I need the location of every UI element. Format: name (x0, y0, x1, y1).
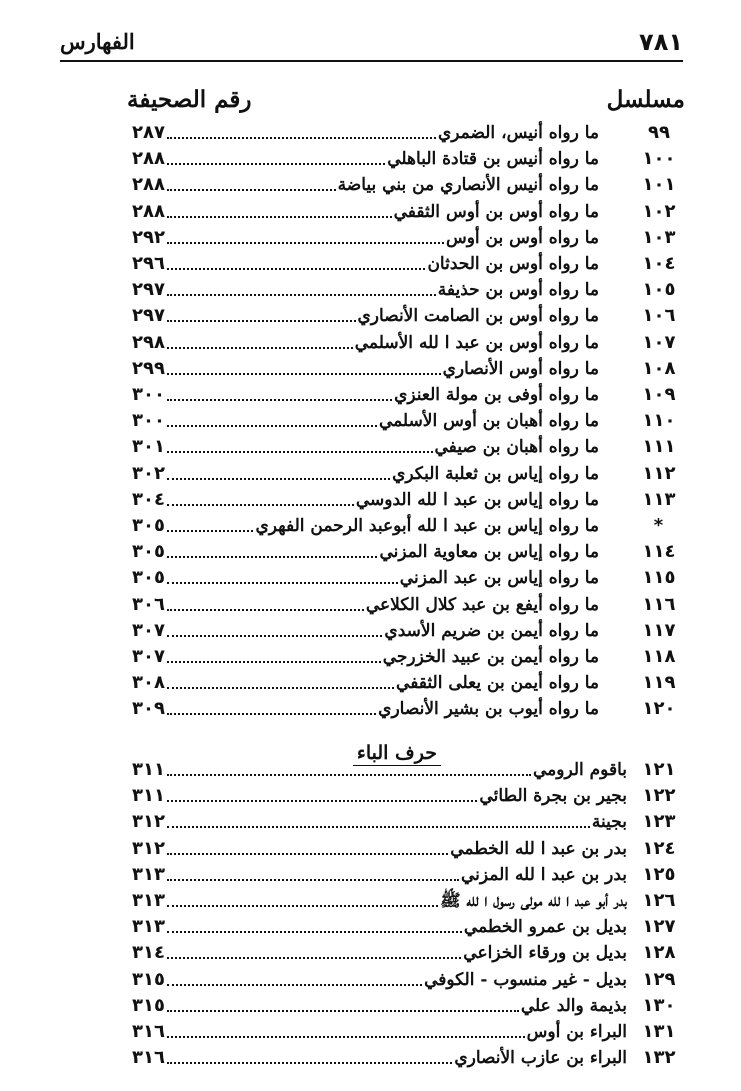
entry-body (132, 670, 599, 696)
entry-title: بدر بن عبد ا لله المزني (461, 864, 627, 885)
entry-title: بجينة (591, 812, 627, 833)
entry-page-number: ٢٩٨ (132, 331, 165, 353)
entry-body (132, 408, 599, 434)
entry-page-number: ٢٩٧ (132, 279, 165, 301)
index-entry (132, 618, 679, 644)
entry-page-number: ٣١٣ (132, 863, 165, 885)
entry-body (132, 967, 627, 993)
entry-body (132, 461, 599, 487)
entry-title: بجير بن بجرة الطائي (479, 786, 627, 807)
entry-page-number: ٣١٥ (132, 994, 165, 1016)
entry-title: بدر بن عبد ا لله الخطمي (450, 838, 627, 859)
entry-serial: ١٢٦ (642, 890, 676, 911)
entry-body (132, 120, 599, 146)
entry-serial: ١٢٣ (642, 811, 676, 833)
entry-title: ما رواه أوس بن عبد ا لله الأسلمي (354, 332, 599, 353)
entry-serial: ١١٤ (642, 541, 676, 563)
entry-title: ما رواه أنيس الأنصاري من بني بياضة (337, 175, 599, 196)
letter-subheading: حرف الباء (353, 742, 441, 766)
dot-leader (167, 1010, 519, 1012)
entry-page-number: ٣١٦ (132, 1047, 165, 1069)
index-entry (132, 967, 679, 993)
dot-leader (167, 853, 448, 855)
entry-serial: ١٠٠ (642, 148, 676, 170)
index-entry (132, 1045, 679, 1071)
index-entry (132, 914, 679, 940)
dot-leader (167, 242, 444, 244)
entry-title: ما رواه إياس بن عبد ا لله أبوعبد الرحمن الفهري (255, 516, 599, 536)
dot-leader (167, 137, 436, 139)
entry-page-number: ٣٠٧ (132, 646, 165, 667)
index-entry (132, 487, 679, 513)
dot-leader (167, 661, 381, 663)
dot-leader (167, 451, 433, 453)
entry-title: بذيمة والد علي (520, 995, 627, 1016)
running-header (60, 26, 683, 62)
entry-serial: ١١٨ (642, 646, 676, 667)
index-entry (132, 277, 679, 303)
dot-leader (167, 1062, 452, 1064)
index-entry (132, 644, 679, 670)
entry-title: ما رواه أيمن بن ضريم الأسدي (384, 620, 599, 641)
index-entry (132, 199, 679, 225)
entry-body (132, 592, 599, 618)
dot-leader (167, 373, 441, 375)
entry-title: ما رواه أوس بن أوس الثقفي (393, 201, 599, 222)
dot-leader (167, 931, 462, 933)
entry-body (132, 146, 599, 172)
entry-body (132, 251, 599, 277)
entry-title: ما رواه أيمن بن عبيد الخزرجي (382, 647, 599, 667)
entry-body (132, 382, 599, 408)
dot-leader (167, 826, 590, 828)
dot-leader (167, 530, 254, 532)
entry-body (132, 783, 627, 809)
index-entry (132, 565, 679, 591)
index-entry (132, 303, 679, 329)
entry-serial: ١٢٥ (642, 863, 676, 885)
dot-leader (167, 216, 392, 218)
entry-body (132, 539, 599, 565)
index-entry (132, 757, 679, 783)
dot-leader (167, 713, 376, 715)
entry-serial: ١٠٩ (642, 384, 676, 405)
entry-body (132, 618, 599, 644)
entry-title: ما رواه أيوب بن بشير الأنصاري (378, 699, 599, 720)
entry-body (132, 434, 599, 460)
entry-page-number: ٣١٦ (132, 1021, 165, 1042)
entry-page-number: ٢٨٨ (132, 174, 165, 196)
index-entry (132, 670, 679, 696)
entry-serial: ١١٥ (642, 567, 676, 589)
dot-leader (167, 478, 390, 480)
entry-body (132, 172, 599, 198)
entry-serial: ١١٠ (642, 410, 676, 432)
entry-title: ما رواه أهبان بن أوس الأسلمي (378, 411, 599, 432)
entry-title: ما رواه أوس بن الحدثان (427, 254, 599, 274)
entry-page-number: ٣١٥ (132, 968, 165, 990)
dot-leader (167, 189, 336, 191)
index-entry (132, 408, 679, 434)
dot-leader (167, 687, 394, 689)
entry-page-number: ٣٠٦ (132, 593, 165, 615)
dot-leader (167, 320, 356, 322)
entry-serial: ٩٩ (648, 122, 670, 143)
entry-serial: ١٢٠ (642, 698, 676, 720)
entry-title: ما رواه إياس بن ثعلبة البكري (392, 463, 599, 484)
dot-leader (167, 957, 461, 959)
entry-body (132, 862, 627, 888)
dot-leader (167, 609, 364, 611)
dot-leader (167, 556, 377, 558)
dot-leader (167, 635, 382, 637)
index-entry (132, 783, 679, 809)
entry-body (132, 303, 599, 329)
entry-serial: ١١٦ (642, 593, 676, 615)
index-entry (132, 888, 679, 914)
entry-body (132, 565, 599, 591)
entry-serial: ١٢٢ (642, 785, 676, 807)
dot-leader (167, 774, 531, 776)
dot-leader (167, 163, 385, 165)
entry-page-number: ٣١١ (132, 759, 165, 780)
dot-leader (167, 268, 425, 270)
entry-serial: ١٠٦ (642, 305, 676, 327)
entry-page-number: ٢٩٢ (132, 226, 165, 248)
entry-serial: ١٣٢ (642, 1047, 676, 1069)
entry-page-number: ٢٩٩ (132, 357, 165, 379)
entry-body (132, 1019, 627, 1045)
entry-serial: ١٠٥ (642, 279, 676, 301)
entry-serial: ١١٣ (642, 488, 676, 510)
dot-leader (167, 425, 377, 427)
entry-body (132, 330, 599, 356)
index-entry (132, 225, 679, 251)
entry-title: ما رواه أيفع بن عبد كلال الكلاعي (365, 594, 599, 615)
entry-title: ما رواه أوس الأنصاري (442, 358, 599, 379)
index-entry (132, 862, 679, 888)
dot-leader (167, 1036, 525, 1038)
index-entry (132, 513, 679, 539)
entry-title: البراء بن أوس (526, 1022, 627, 1042)
dot-leader (167, 984, 422, 986)
entry-serial: ١١٩ (642, 672, 676, 694)
entry-title: ما رواه إياس بن عبد المزني (399, 568, 599, 589)
entry-page-number: ٣١٢ (132, 837, 165, 859)
dot-leader (167, 582, 398, 584)
entry-serial: * (653, 515, 665, 536)
page-column-heading: رقم الصحيفة (127, 86, 252, 113)
entry-body (132, 940, 627, 966)
entry-serial: ١٠٢ (642, 200, 676, 222)
dot-leader (167, 294, 436, 296)
index-entry (132, 1019, 679, 1045)
section-title: الفهارس (60, 29, 135, 54)
dot-leader (167, 347, 353, 349)
index-entry (132, 809, 679, 835)
index-entry (132, 120, 679, 146)
entry-title: ما رواه أوس بن أوس (445, 227, 599, 248)
entry-title: ما رواه أيمن بن يعلى الثقفي (396, 673, 599, 694)
entry-page-number: ٣١١ (132, 785, 165, 807)
entry-page-number: ٣١٣ (132, 916, 165, 938)
entry-page-number: ٣٠٥ (132, 541, 165, 563)
entry-page-number: ٣١٢ (132, 811, 165, 833)
entry-title: بدر أبو عبد ا لله مولى رسول ا لله ﷺ (440, 891, 627, 911)
entry-serial: ١١٧ (642, 619, 676, 641)
index-entry (132, 539, 679, 565)
entry-body (132, 356, 599, 382)
entry-body (132, 277, 599, 303)
entry-title: ما رواه إياس بن معاوية المزني (379, 542, 599, 563)
entry-serial: ١٢٤ (642, 837, 676, 859)
entry-title: باقوم الرومي (532, 760, 627, 780)
entry-body (132, 888, 627, 914)
entry-serial: ١٣٠ (642, 994, 676, 1016)
entry-title: البراء بن عازب الأنصاري (454, 1048, 627, 1069)
entry-title: بديل بن ورقاء الخزاعي (463, 943, 627, 964)
page-number: ٧٨١ (639, 28, 683, 56)
index-entry (132, 940, 679, 966)
index-entry (132, 382, 679, 408)
entry-page-number: ٣٠٠ (132, 384, 165, 405)
entry-title: بديل - غير منسوب - الكوفي (424, 969, 627, 990)
entry-serial: ١١٢ (642, 462, 676, 484)
entry-serial: ١٢٨ (642, 942, 676, 964)
index-entry (132, 434, 679, 460)
entry-page-number: ٢٨٧ (132, 122, 165, 143)
entry-title: ما رواه أوس بن الصامت الأنصاري (357, 306, 599, 327)
dot-leader (167, 800, 477, 802)
entry-body (132, 696, 599, 722)
index-entry (132, 172, 679, 198)
entry-page-number: ٢٨٨ (132, 200, 165, 222)
dot-leader (167, 879, 459, 881)
entry-title: ما رواه أوس بن حذيفة (437, 280, 599, 301)
entry-page-number: ٣١٣ (132, 890, 165, 911)
entry-body (132, 513, 599, 539)
entry-body (132, 199, 599, 225)
index-entry (132, 146, 679, 172)
entry-title: ما رواه أوفى بن مولة العنزي (394, 385, 599, 405)
entry-page-number: ٣٠٨ (132, 672, 165, 694)
entry-body (132, 1045, 627, 1071)
entry-title: ما رواه إياس بن عبد ا لله الدوسي (355, 489, 599, 510)
entry-body (132, 225, 599, 251)
entry-serial: ١٢٩ (642, 968, 676, 990)
entry-body (132, 836, 627, 862)
entry-page-number: ٣٠٥ (132, 567, 165, 589)
entry-page-number: ٢٨٨ (132, 148, 165, 170)
entry-body (132, 757, 627, 783)
dot-leader (167, 905, 438, 907)
index-entry (132, 330, 679, 356)
serial-column-heading: مسلسل (606, 86, 685, 113)
entry-body (132, 914, 627, 940)
entry-body (132, 487, 599, 513)
entry-page-number: ٣٠٢ (132, 462, 165, 484)
entry-body (132, 809, 627, 835)
entry-page-number: ٢٩٧ (132, 305, 165, 327)
dot-leader (167, 399, 392, 401)
entry-title: ما رواه أنيس بن قتادة الباهلي (387, 149, 599, 170)
index-entry (132, 993, 679, 1019)
entry-serial: ١٠٤ (642, 253, 676, 274)
entry-body (132, 993, 627, 1019)
entry-title: ما رواه أهبان بن صيفي (434, 437, 599, 458)
entry-title: بديل بن عمرو الخطمي (463, 917, 627, 938)
entry-serial: ١٣١ (642, 1021, 676, 1042)
entry-body (132, 644, 599, 670)
entry-page-number: ٣١٤ (132, 942, 165, 964)
entry-page-number: ٣٠٤ (132, 488, 165, 510)
entry-page-number: ٣٠٩ (132, 698, 165, 720)
entry-page-number: ٣٠١ (132, 436, 165, 458)
dot-leader (167, 504, 354, 506)
entry-serial: ١٢١ (642, 759, 676, 780)
entry-page-number: ٣٠٠ (132, 410, 165, 432)
entry-serial: ١٠٨ (642, 357, 676, 379)
index-entry (132, 251, 679, 277)
entry-serial: ١٠٣ (642, 226, 676, 248)
index-entry (132, 356, 679, 382)
entry-serial: ١٠١ (642, 174, 676, 196)
entry-serial: ١١١ (642, 436, 676, 458)
entry-page-number: ٢٩٦ (132, 253, 165, 274)
index-entry (132, 696, 679, 722)
entry-serial: ١٠٧ (642, 331, 676, 353)
entry-title: ما رواه أنيس، الضمري (438, 123, 599, 143)
entry-serial: ١٢٧ (642, 916, 676, 938)
index-entry (132, 592, 679, 618)
index-entry (132, 836, 679, 862)
index-entry (132, 461, 679, 487)
entry-page-number: ٣٠٧ (132, 619, 165, 641)
entry-page-number: ٣٠٥ (132, 515, 165, 536)
